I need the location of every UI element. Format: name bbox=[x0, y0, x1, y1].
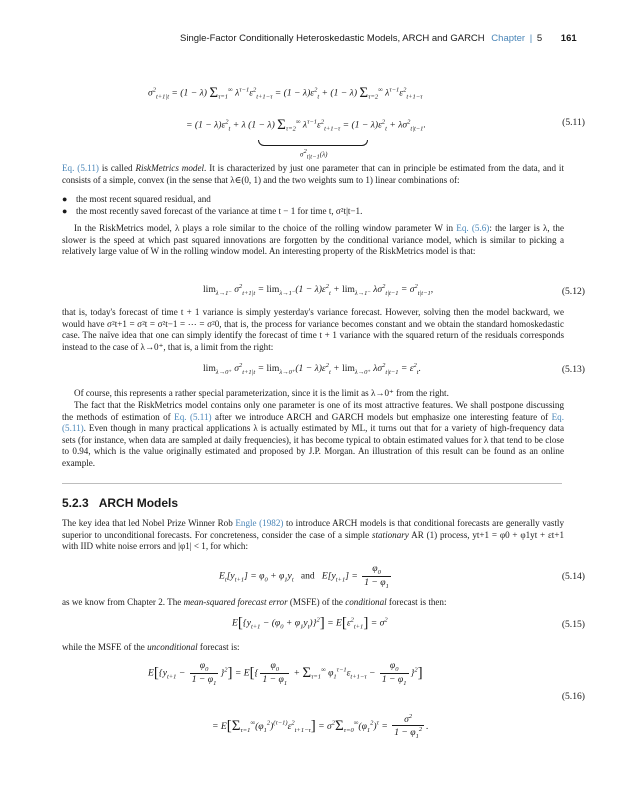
section-number: 5.2.3 bbox=[62, 496, 89, 510]
list-item: ● the most recent squared residual, and bbox=[62, 194, 211, 204]
equation-5-16-line1: $E[\{y_{t+1}$ − $\frac{\varphi_0}{1 - \varphi_1}$ }$^2$] = E[{ $\frac{\varphi_0}{1 - \varphi_1}$ + $\Sigma_{\tau=1}^\infty$ $\varphi_1^{\tau-1}\varepsilon_{t+1-\tau}$ − $\frac{\varphi_0}{1 - \varphi_1}$ }$^2$] bbox=[148, 660, 423, 687]
paragraph-5: The fact that the RiskMetrics model contains only one parameter is one of its most attractive features. We shall postpone discussing the methods of estimation of Eq. (5.11) after we introduce ARCH and GARCH models but emphasize one interesting feature of Eq. (5.11). Even though in many practical applications λ is actually estimated by ML, it turns out that for a variety of high-frequency data sets (for instance, when data are sampled at daily frequencies), it has become typical to obtain estimated values for λ that tend to be close to 0.94, which is the value originally estimated and proposed by J.P. Morgan. An illustration of this result can be found as an online example. bbox=[62, 400, 564, 468]
paragraph-8: while the MSFE of the unconditional forecast is: bbox=[62, 642, 240, 652]
equation-5-13: $\lim_{\lambda\to 0^+} \sigma^2_{t+1|t} = \lim_{\lambda\to 0^+}(1 - \lambda)\varepsilon^2_t + \lim_{\lambda\to 0^+} \lambda\sigma^2_{t|t-1} = \varepsilon^2_t$. bbox=[203, 362, 421, 377]
equation-5-16-line2: = $E[\Sigma_{\tau=1}^\infty(\varphi_1^2)^{(\tau-1)}\varepsilon^2_{t+1-\tau}] = \sigma^2\Sigma_{\tau=0}^\infty(\varphi_1^2)^\tau$ = $\frac{\sigma^2}{1 - \varphi_1^2}$ . bbox=[212, 713, 429, 741]
paragraph-6: The key idea that led Nobel Prize Winner Rob Engle (1982) to introduce ARCH models is that conditional forecasts are generally vastly superior to unconditional forecasts. For concreteness, consider the case of a simple stationary AR (1) process, yt+1 = φ0 + φ1yt + εt+1 with IID white noise errors and |φ1| < 1, for which: bbox=[62, 518, 564, 552]
citation-link[interactable]: Engle (1982) bbox=[235, 518, 284, 528]
eq-link[interactable]: Eq. (5.6) bbox=[456, 223, 490, 233]
underbrace-label: $\sigma^2_{t|t-1}(\lambda)$ bbox=[300, 148, 328, 161]
paragraph-3: that is, today's forecast of time t + 1 variance is simply yesterday's variance forecast. However, solving then the model backward, we would have σ²t+1 = σ²t = σ²t−1 = ⋯ = σ²0, that is, the process for variance becomes constant and we obtain the standard homoskedastic case. The naïve idea that one can simply identify the forecast of time t + 1 variance with the squared return of the residuals corresponds instead to the case of λ→0⁺, that is, a limit from the right: bbox=[62, 307, 564, 352]
section-title: ARCH Models bbox=[98, 496, 179, 510]
equation-number-5-12: (5.12) bbox=[561, 286, 585, 297]
eq-link[interactable]: Eq. (5.11) bbox=[62, 411, 564, 434]
equation-5-11-line1: $\sigma^2_{t+1|t} = (1 - \lambda)$ $\Sigma_{\tau=1}^\infty$ $\lambda^{\tau-1}\varepsilon^2_{t+1-\tau} = (1 - \lambda)\varepsilon^2_t + (1 - \lambda)$ $\Sigma_{\tau=2}^\infty$ $\lambda^{\tau-1}\varepsilon^2_{t+1-\tau}$ bbox=[148, 85, 423, 101]
page-number: 161 bbox=[560, 33, 577, 44]
eq-link[interactable]: Eq. (5.11) bbox=[174, 411, 212, 422]
chapter-label: Chapter bbox=[491, 33, 526, 44]
paragraph-4: Of course, this represents a rather special parameterization, since it is the limit as λ→0⁺ from the right. bbox=[74, 388, 449, 398]
section-divider bbox=[62, 483, 562, 484]
equation-5-15: $E[\{y_{t+1} - (\varphi_0 + \varphi_1y_t)\}^2] = E[\varepsilon^2_{t+1}] = \sigma^2$ bbox=[232, 615, 388, 631]
running-title: Single-Factor Conditionally Heteroskedastic Models, ARCH and GARCH bbox=[180, 33, 485, 44]
chapter-number: 5 bbox=[536, 33, 543, 44]
equation-number-5-11: (5.11) bbox=[562, 117, 585, 128]
equation-5-14: $E_t[y_{t+1}] = \varphi_0 + \varphi_1y_t$ and $E[y_{t+1}]$ = $\frac{\varphi_0}{1 - \varphi_1}$ bbox=[219, 563, 389, 590]
list-item: ● the most recently saved forecast of the variance at time t − 1 for time t, σ²t|t−1. bbox=[62, 206, 363, 216]
section-heading bbox=[62, 496, 178, 510]
eq-link[interactable]: Eq. (5.11) bbox=[62, 163, 99, 173]
equation-5-11-line2: = $(1 - \lambda)\varepsilon^2_t + \lambda$ (1 − λ) $\Sigma_{\tau=2}^\infty$ $\lambda^{\tau-1}\varepsilon^2_{t+1-\tau} = (1 - \lambda)\varepsilon^2_t + \lambda\sigma^2_{t|t-1}$. bbox=[186, 117, 426, 133]
equation-number-5-16: (5.16) bbox=[561, 691, 585, 702]
bullet-list bbox=[62, 193, 562, 217]
paragraph-7: as we know from Chapter 2. The mean-squared forecast error (MSFE) of the conditional forecast is then: bbox=[62, 597, 447, 607]
paragraph-1: Eq. (5.11) is called RiskMetrics model. It is characterized by just one parameter that can in principle be estimated from the data, and it consists of a simple, convex (in the sense that λ∈(0, 1) and the two weights sum to 1) linear combinations of: bbox=[62, 163, 564, 185]
underbrace bbox=[258, 140, 368, 146]
paragraph-2: In the RiskMetrics model, λ plays a role similar to the choice of the rolling window parameter W in Eq. (5.6): the larger is λ, the slower is the speed at which past squared innovations are forgotten by the conditional variance model, which is similar to picking a relatively large value of W in the rolling window model. An interesting property of the RiskMetrics model is that: bbox=[62, 223, 564, 257]
equation-number-5-15: (5.15) bbox=[561, 619, 585, 630]
running-header: Single-Factor Conditionally Heteroskedastic Models, ARCH and GARCH Chapter | 5 161 bbox=[180, 33, 577, 44]
equation-number-5-13: (5.13) bbox=[561, 364, 585, 375]
equation-5-12: $\lim_{\lambda\to 1^-} \sigma^2_{t+1|t} = \lim_{\lambda\to 1^-}(1 - \lambda)\varepsilon^2_t + \lim_{\lambda\to 1^-} \lambda\sigma^2_{t|t-1} = \sigma^2_{t|t-1}$, bbox=[203, 283, 434, 298]
equation-number-5-14: (5.14) bbox=[561, 571, 585, 582]
